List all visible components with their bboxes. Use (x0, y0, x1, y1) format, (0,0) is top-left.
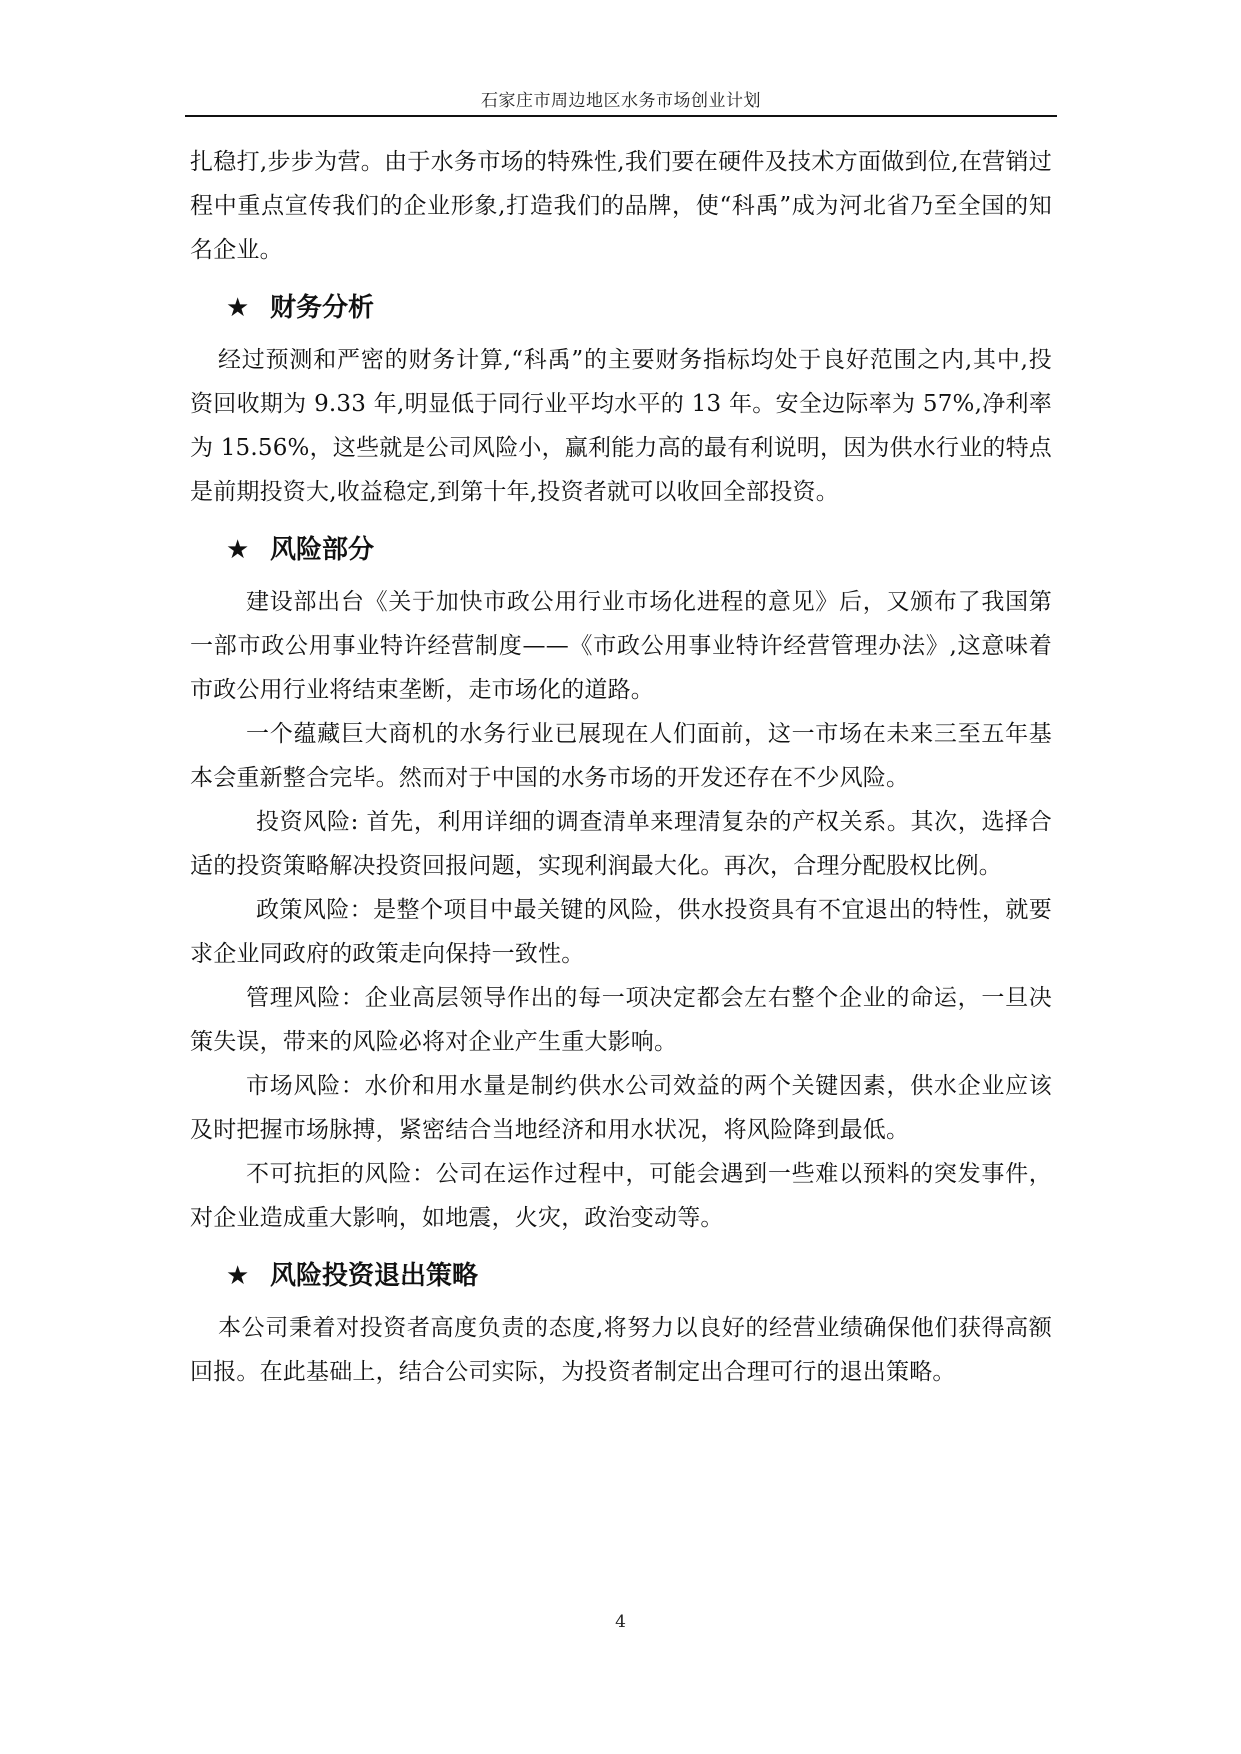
header-rule (185, 115, 1057, 117)
page-number: 4 (615, 1612, 626, 1632)
star-icon: ★ (226, 535, 250, 565)
section-heading-finance (190, 282, 1052, 334)
section-title: 风险投资退出策略 (270, 1261, 479, 1291)
risk-paragraph: 市场风险：水价和用水量是制约供水公司效益的两个关键因素，供水企业应该及时把握市场脉搏，紧密结合当地经济和用水状况，将风险降到最低。 (190, 1073, 1052, 1143)
section-title: 财务分析 (270, 293, 375, 323)
finance-paragraph: 经过预测和严密的财务计算,“科禹”的主要财务指标均处于良好范围之内,其中,投资回收期为 9.33 年,明显低于同行业平均水平的 13 年。安全边际率为 57%,净利率为 15.56%，这些就是公司风险小，赢利能力高的最有利说明，因为供水行业的特点是前期投资大,收益稳定,到第十年,投资者就可以收回全部投资。 (190, 347, 1053, 505)
risk-paragraph: 管理风险：企业高层领导作出的每一项决定都会左右整个企业的命运，一旦决策失误，带来的风险必将对企业产生重大影响。 (190, 985, 1052, 1055)
risk-paragraph: 政策风险：是整个项目中最关键的风险，供水投资具有不宜退出的特性，就要求企业同政府的政策走向保持一致性。 (190, 897, 1052, 967)
star-icon: ★ (226, 293, 250, 323)
risk-paragraph: 一个蕴藏巨大商机的水务行业已展现在人们面前，这一市场在未来三至五年基本会重新整合完毕。然而对于中国的水务市场的开发还存在不少风险。 (190, 721, 1052, 791)
risk-paragraph: 投资风险: 首先，利用详细的调查清单来理清复杂的产权关系。其次，选择合适的投资策略解决投资回报问题，实现利润最大化。再次，合理分配股权比例。 (190, 809, 1052, 879)
section-title: 风险部分 (270, 535, 375, 565)
running-header: 石家庄市周边地区水务市场创业计划 (481, 91, 761, 111)
exit-paragraph: 本公司秉着对投资者高度负责的态度,将努力以良好的经营业绩确保他们获得高额回报。在此基础上，结合公司实际，为投资者制定出合理可行的退出策略。 (190, 1315, 1052, 1385)
page-content (190, 140, 1052, 1394)
intro-paragraph: 扎稳打,步步为营。由于水务市场的特殊性,我们要在硬件及技术方面做到位,在营销过程中重点宣传我们的企业形象,打造我们的品牌，使“科禹”成为河北省乃至全国的知名企业。 (190, 149, 1052, 263)
section-heading-exit (190, 1250, 1052, 1302)
section-heading-risk (190, 524, 1052, 576)
risk-paragraph: 不可抗拒的风险：公司在运作过程中，可能会遇到一些难以预料的突发事件，对企业造成重大影响，如地震，火灾，政治变动等。 (190, 1161, 1052, 1231)
risk-paragraph: 建设部出台《关于加快市政公用行业市场化进程的意见》后，又颁布了我国第一部市政公用事业特许经营制度——《市政公用事业特许经营管理办法》,这意味着市政公用行业将结束垄断，走市场化的道路。 (190, 589, 1052, 703)
star-icon: ★ (226, 1261, 250, 1291)
